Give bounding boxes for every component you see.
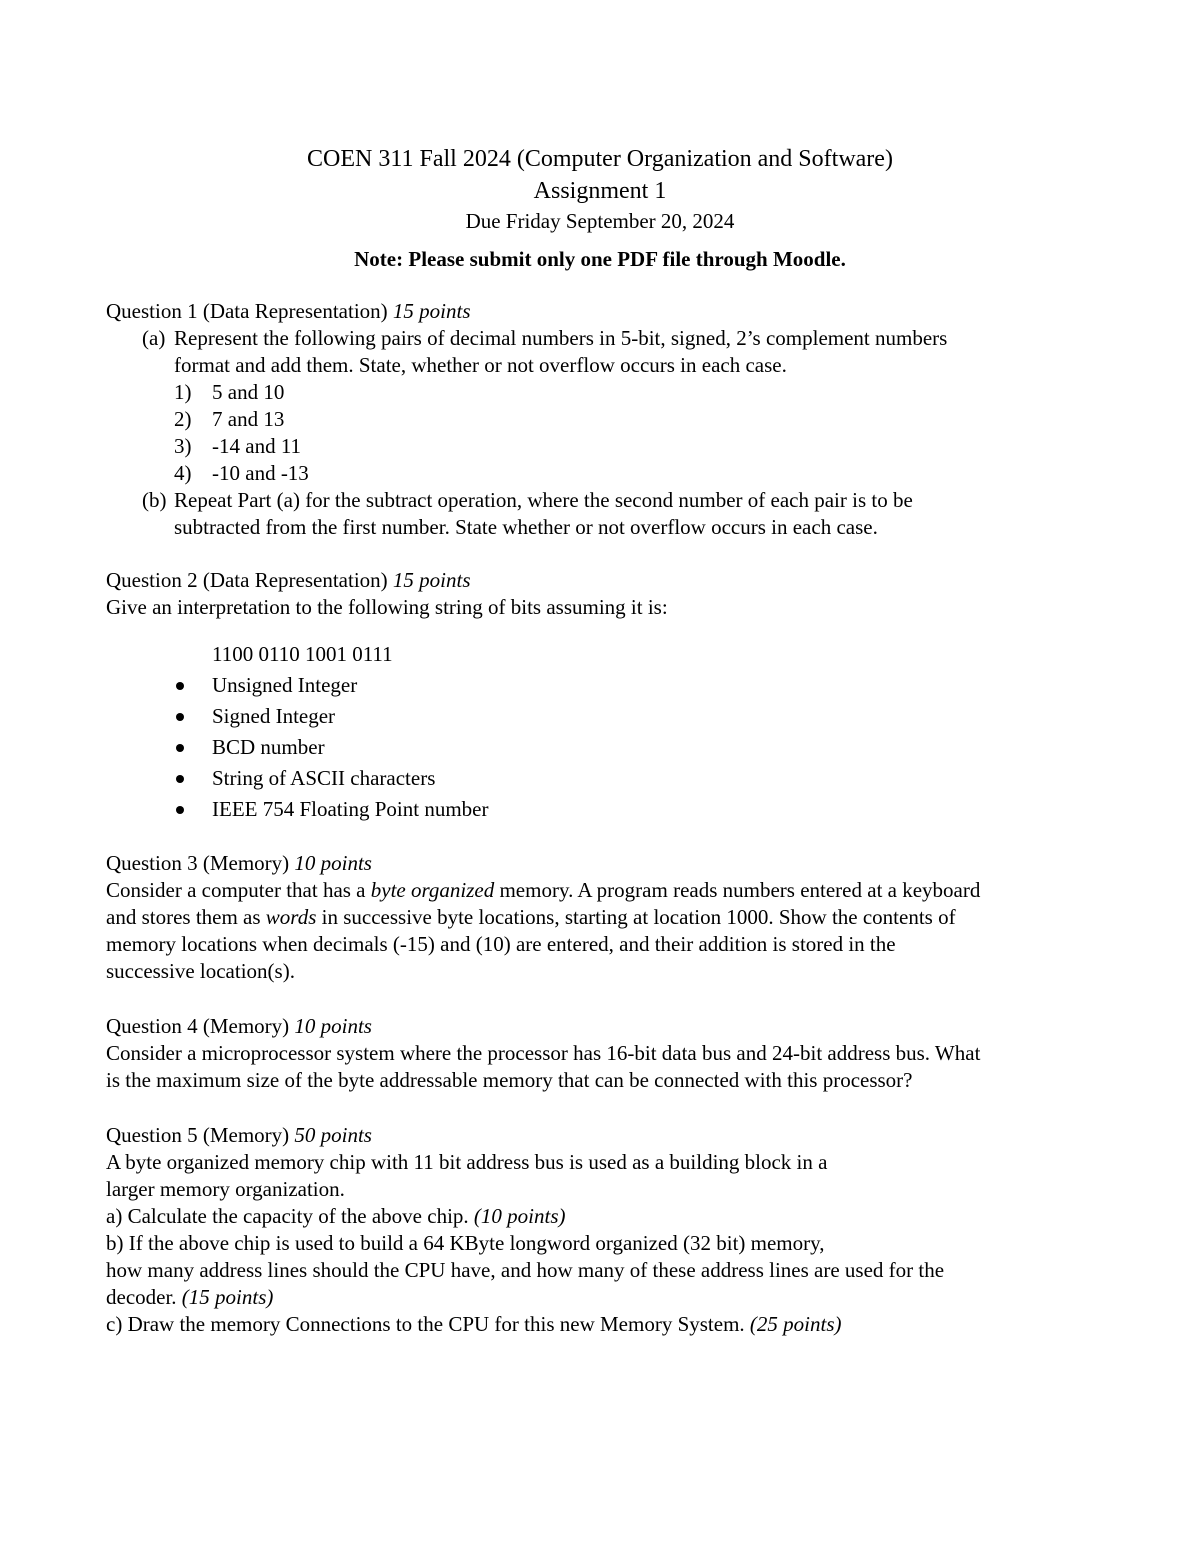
list-item <box>106 796 1106 827</box>
question-3-line-3: memory locations when decimals (-15) and (10) are entered, and their addition is stored in the <box>106 932 896 956</box>
question-4-line-2: is the maximum size of the byte addressable memory that can be connected with this processor? <box>106 1068 913 1092</box>
bullet-text: Signed Integer <box>212 704 336 728</box>
list-item <box>106 734 1106 765</box>
question-3-title <box>106 850 1106 877</box>
question-1a-cont <box>106 352 1106 379</box>
part-b-points: (15 points) <box>181 1285 274 1309</box>
question-2-title <box>106 567 1106 594</box>
question-1b-cont <box>106 514 1106 541</box>
bit-string-row <box>106 641 1106 672</box>
document-header <box>0 143 1200 273</box>
question-5 <box>106 1122 1106 1338</box>
question-3-heading: Question 3 (Memory) <box>106 851 290 875</box>
submission-note: Note: Please submit only one PDF file through Moodle. <box>354 247 846 271</box>
text-segment: in successive byte locations, starting at location 1000. Show the contents of <box>316 905 956 929</box>
list-item <box>106 703 1106 734</box>
question-1a <box>106 325 1106 352</box>
bit-string: 1100 0110 1001 0111 <box>212 642 393 666</box>
item-number: 2) <box>174 407 192 431</box>
bullet-text: Unsigned Integer <box>212 673 358 697</box>
part-a-text: Represent the following pairs of decimal numbers in 5-bit, signed, 2’s complement numbers <box>174 326 948 350</box>
part-a-label: (a) <box>142 326 166 350</box>
question-1-title <box>106 298 1106 325</box>
emphasis-text: words <box>265 905 317 929</box>
list-item <box>106 433 1106 460</box>
item-text: -10 and -13 <box>212 461 309 485</box>
question-1b <box>106 487 1106 514</box>
question-5-heading: Question 5 (Memory) <box>106 1123 290 1147</box>
text-segment: and stores them as <box>106 905 266 929</box>
list-item <box>106 379 1106 406</box>
bullet-text: IEEE 754 Floating Point number <box>212 797 489 821</box>
part-b-text-cont: subtracted from the first number. State whether or not overflow occurs in each case. <box>174 515 878 539</box>
bullet-text: BCD number <box>212 735 325 759</box>
question-1-points: 15 points <box>392 299 471 323</box>
question-4 <box>106 1013 1106 1094</box>
question-5-points: 50 points <box>294 1123 372 1147</box>
bullet-icon <box>176 713 184 721</box>
question-5-line-2: larger memory organization. <box>106 1177 345 1201</box>
item-text: 7 and 13 <box>212 407 285 431</box>
spacer <box>106 621 1106 641</box>
part-c-text: c) Draw the memory Connections to the CPU for this new Memory System. <box>106 1312 750 1336</box>
part-b-label: (b) <box>142 488 167 512</box>
question-1-heading: Question 1 (Data Representation) <box>106 299 388 323</box>
list-item <box>106 672 1106 703</box>
item-number: 3) <box>174 434 192 458</box>
question-3-line-2 <box>106 904 1106 931</box>
part-b-text: Repeat Part (a) for the subtract operation, where the second number of each pair is to be <box>174 488 913 512</box>
course-title: COEN 311 Fall 2024 (Computer Organization and Software) <box>307 146 893 172</box>
list-item <box>106 406 1106 433</box>
bullet-icon <box>176 682 184 690</box>
question-3-points: 10 points <box>294 851 372 875</box>
question-2-heading: Question 2 (Data Representation) <box>106 568 388 592</box>
bullet-icon <box>176 806 184 814</box>
question-3-line-1 <box>106 877 1106 904</box>
question-5b-line-2: how many address lines should the CPU have, and how many of these address lines are used for the <box>106 1258 945 1282</box>
due-date: Due Friday September 20, 2024 <box>465 209 735 233</box>
question-4-title <box>106 1013 1106 1040</box>
question-4-heading: Question 4 (Memory) <box>106 1014 290 1038</box>
question-4-line-1: Consider a microprocessor system where the processor has 16-bit data bus and 24-bit address bus. What <box>106 1041 981 1065</box>
part-a-text: a) Calculate the capacity of the above chip. <box>106 1204 474 1228</box>
question-3 <box>106 850 1106 985</box>
bullet-icon <box>176 775 184 783</box>
list-item <box>106 765 1106 796</box>
text-segment: decoder. <box>106 1285 182 1309</box>
question-4-points: 10 points <box>294 1014 372 1038</box>
question-5a <box>106 1203 1106 1230</box>
emphasis-text: byte organized <box>370 878 495 902</box>
question-2-intro: Give an interpretation to the following string of bits assuming it is: <box>106 595 668 619</box>
question-5-title <box>106 1122 1106 1149</box>
question-5-line-1: A byte organized memory chip with 11 bit address bus is used as a building block in a <box>106 1150 828 1174</box>
question-5b-line-3 <box>106 1284 1106 1311</box>
question-2-points: 15 points <box>392 568 471 592</box>
item-number: 4) <box>174 461 192 485</box>
part-a-text-cont: format and add them. State, whether or not overflow occurs in each case. <box>174 353 787 377</box>
question-2 <box>106 567 1106 827</box>
bullet-icon <box>176 744 184 752</box>
question-5b: b) If the above chip is used to build a 64 KByte longword organized (32 bit) memory, <box>106 1231 825 1255</box>
question-5c <box>106 1311 1106 1338</box>
item-number: 1) <box>174 380 192 404</box>
list-item <box>106 460 1106 487</box>
text-segment: memory. A program reads numbers entered at a keyboard <box>494 878 981 902</box>
bullet-text: String of ASCII characters <box>212 766 436 790</box>
assignment-title: Assignment 1 <box>533 178 667 204</box>
item-text: 5 and 10 <box>212 380 285 404</box>
question-1 <box>106 298 1106 541</box>
text-segment: Consider a computer that has a <box>106 878 371 902</box>
part-c-points: (25 points) <box>749 1312 842 1336</box>
item-text: -14 and 11 <box>212 434 302 458</box>
part-a-points: (10 points) <box>473 1204 566 1228</box>
question-3-line-4: successive location(s). <box>106 959 295 983</box>
